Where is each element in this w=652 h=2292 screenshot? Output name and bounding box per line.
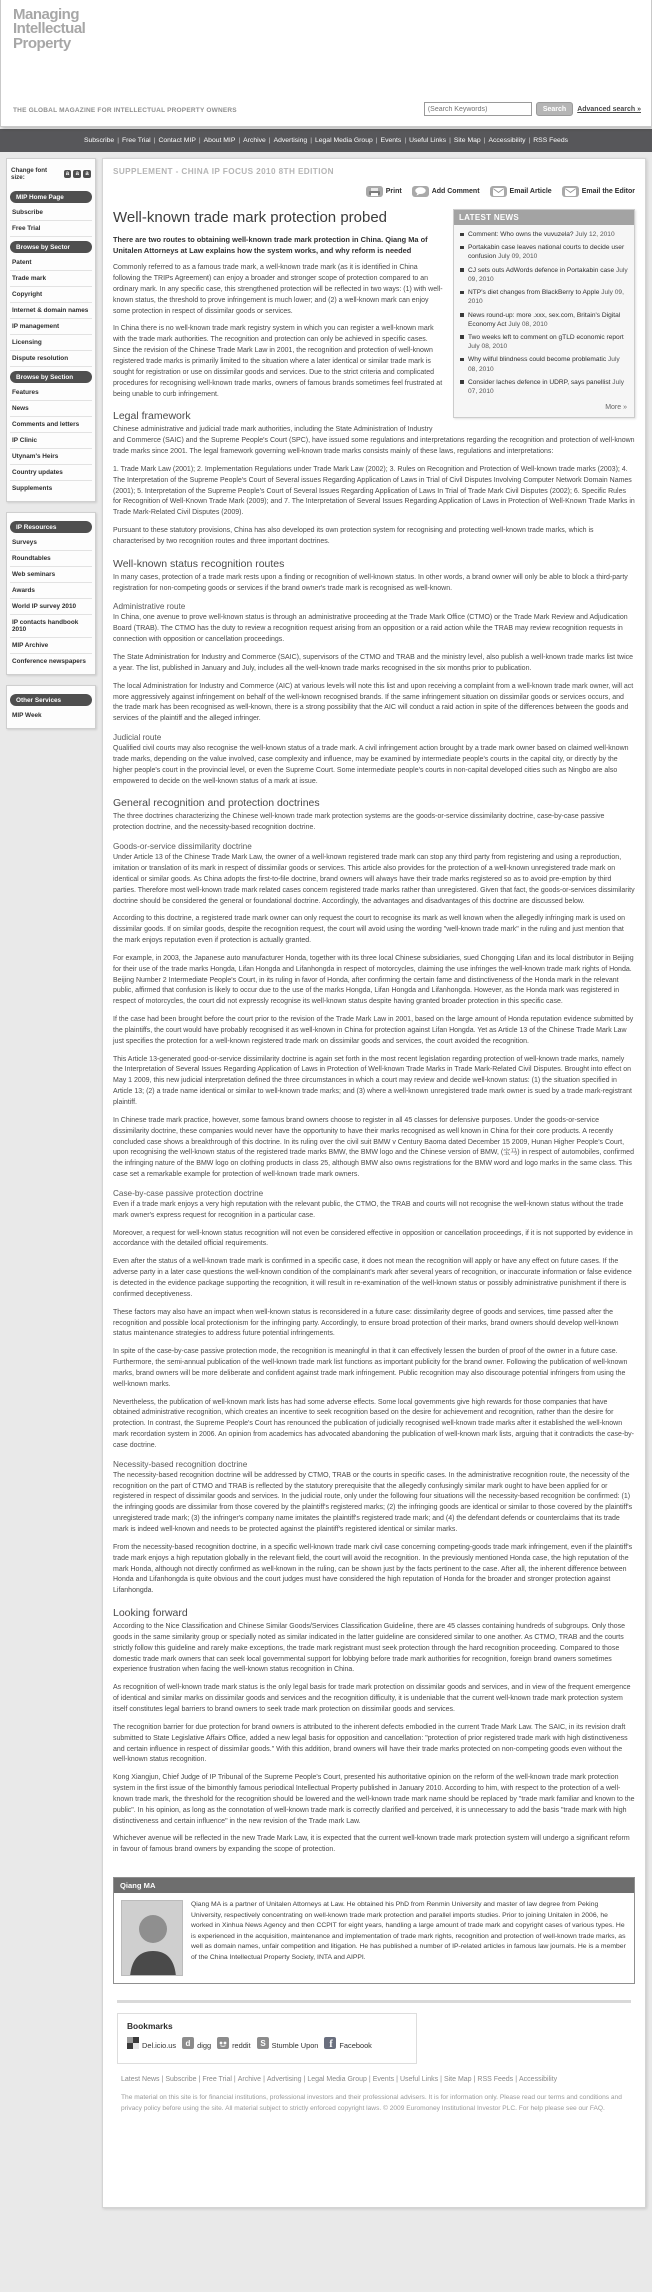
news-item[interactable]: Comment: Who owns the vuvuzela? July 12, 2010	[460, 230, 628, 239]
search-area	[424, 102, 641, 116]
mip-logo: Managing Intellectual Property	[13, 6, 86, 52]
latest-news-title: LATEST NEWS	[454, 210, 634, 225]
bookmark-label: reddit	[232, 2040, 251, 2050]
author-box	[113, 1877, 635, 1984]
sidebar-box	[6, 158, 96, 502]
news-item[interactable]: Consider laches defence in UDRP, says panellist July 07, 2010	[460, 378, 628, 396]
divider	[117, 2000, 631, 2003]
sidebar-group-other-services[interactable]: Other Services	[10, 694, 92, 706]
footer-separator: |	[198, 2076, 201, 2084]
news-item[interactable]: Two weeks left to comment on gTLD economic report July 08, 2010	[460, 333, 628, 351]
toolbar-label: Email Article	[509, 188, 552, 195]
footer-link-archive[interactable]: Archive	[237, 2076, 262, 2084]
article	[113, 209, 635, 1984]
navbar-link-site-map[interactable]: Site Map	[453, 137, 481, 144]
footer-link-site-map[interactable]: Site Map	[443, 2076, 472, 2084]
bookmark-digg[interactable]	[182, 2036, 211, 2054]
search-button[interactable]: Search	[536, 102, 573, 116]
navbar-link-rss-feeds[interactable]: RSS Feeds	[533, 137, 569, 144]
article-standfirst: There are two routes to obtaining well-known trade mark protection in China. Qiang Ma of Unitalen Attorneys at Law explains how the system works, and why reform is needed	[113, 235, 428, 256]
article-paragraph: According to this doctrine, a registered trade mark owner can only request the court to recognise its mark as well known when the allegedly infringing mark is used on dissimilar goods. If on similar goods, despite the recognition request, the court will avoid using the wording "well-known trade mark" in the ruling and just mention that the mark enjoys reputation even if protection is actually granted.	[113, 915, 626, 945]
bookmark-label: Facebook	[339, 2040, 372, 2050]
article-paragraph: For example, in 2003, the Japanese auto manufacturer Honda, together with its three local Chinese subsidiaries, sued Chongqing Lifan and its local distributor in Beijing for their use of the trade marks Hongda, Lifan Hongda and Lifanhongda in respect of motorcycles, claiming the use infringes the well-known trade mark rights of Honda. Beijing Number 2 Intermediate People's Court, in its ruling in favor of Honda, after confirming the certain fame and distinctiveness of the Honda mark in the relevant public, affirmed that confusion is likely to occur due to the use of the marks Hongda, Lifan Hongda and Lifanhongda. However, as the Honda mark was registered in respect of motorcycles, the court did not expressly recognise its well-known status despite having granted broader protection in this specific case.	[113, 954, 634, 1006]
footer-separator: |	[368, 2076, 371, 2084]
navbar-link-about-mip[interactable]: About MIP	[203, 137, 236, 144]
supplement-heading: SUPPLEMENT - CHINA IP FOCUS 2010 8TH EDITION	[113, 167, 334, 176]
article-paragraph: Kong Xiangjun, Chief Judge of IP Tribunal of the Supreme People's Court, presented his authoritative opinion on the reform of the well-known trade mark protection system in the first issue of the bimonthly famous periodical Intellectual Property published in January 2010. According to him, with respect to the protection of a well-known trade mark, the threshold for the recognition should be lowered and the well-known trade mark name should be replaced by "trade mark familiar and known to the public". In his opinion, as long as the connotation of well-known trade mark is correctly clarified and perceived, it is unnecessary to add the basis "trade mark with high distinctiveness and certain influence" in the new revision of the Trade mark Law.	[113, 1774, 635, 1825]
sidebar-item-ip-management[interactable]: IP management	[10, 319, 92, 335]
navbar-link-events[interactable]: Events	[380, 137, 402, 144]
section-heading: Well-known status recognition routes	[113, 557, 285, 570]
article-paragraph: Chinese administrative and judicial trade mark authorities, including the State Administration of Industry and Commerce (SAIC) and the Supreme People's Court (SPC), have issued some regulations and interpretations regarding the recognition and protection of well-known trade marks since 2001. The legal framework governing well-known trade marks consists mainly of these laws, regulations and interpretations:	[113, 426, 635, 456]
article-paragraph: Qualified civil courts may also recognise the well-known status of a trade mark. A civil infringement action brought by a trade mark owner based on claimed well-known trade marks, depending on the value involved, case complexity and influence, may be examined by intermediate people's courts in the capital city, or directly by the higher people's court in the provincial level, or even the Supreme Court. Some intermediate people's courts in non-capital developed cities such as Ningbo are also empowered to decide on the well-known status of a mark at issue.	[113, 745, 629, 785]
sidebar-item-features[interactable]: Features	[10, 385, 92, 401]
article-paragraph: Pursuant to these statutory provisions, China has also developed its own protection system for recognising and protecting well-known trade marks, which is characterised by two recognition routes and three important doctrines.	[113, 527, 594, 545]
latest-news-list	[454, 225, 634, 402]
section-heading: Looking forward	[113, 1607, 188, 1620]
bookmark-label: Stumble Upon	[271, 2040, 319, 2050]
article-paragraph: In China, one avenue to prove well-known status is through an administrative proceeding at the Trade Mark Office (CTMO) or the Trade Mark Review and Adjudication Board (TRAB). The CTMO has the duty to review a recognition request arising from an opposition or a raid action while the TRAB may review recognition requests in connection with opposition or cancellation proceedings.	[113, 614, 628, 644]
sidebar-item-roundtables[interactable]: Roundtables	[10, 551, 92, 567]
font-size-button-2[interactable]: a	[73, 170, 81, 178]
sidebar	[6, 158, 96, 739]
navbar-separator: |	[404, 137, 407, 144]
news-item-date: July 08, 2010	[468, 343, 508, 351]
article-paragraph: 1. Trade Mark Law (2001); 2. Implementation Regulations under Trade Mark Law (2002); 3. Rules on Recognition and Protection of Well-known trade marks (2003); 4. The Interpretation of the Supreme People's Court of Several issues Regarding Application of Laws in Trial of Civil Disputes Involving Computer Network Domain Names (2001); 5. Interpretation of the Supreme People's Court of Several Issues Regarding Application of Laws In Trial of Trade Mark Civil Disputes (2002); 6. Specific Rules for Recognition of Well-Known Trade Mark (2009); and 7. The Interpretation of Several Issues Regarding Application of Laws in Protection of Well-Known Trade Marks in Trade Mark-Related Civil Disputes (2009).	[113, 465, 635, 517]
bookmark-stumble-upon[interactable]	[257, 2036, 319, 2054]
news-item[interactable]: CJ sets outs AdWords defence in Portakabin case July 09, 2010	[460, 266, 628, 284]
footer-separator: |	[515, 2076, 518, 2084]
footer-link-accessibility[interactable]: Accessibility	[519, 2076, 558, 2084]
page-footer	[113, 2064, 635, 2122]
article-paragraph: In spite of the case-by-case passive protection mode, the recognition is meaningful in that it can effectively lessen the burden of proof of the owner in a future case. Furthermore, the semi-annual publication of the well-known trade mark list functions as important publicity for the brand owner. Following the publication of well-known marks, brand owners will be more deliberate and confident against trade mark infringement. Public recognition may also discourage potential infringers from using the well-known marks.	[113, 1348, 628, 1388]
navbar-separator: |	[153, 137, 156, 144]
article-body	[113, 263, 635, 1856]
author-name: Qiang MA	[114, 1878, 634, 1893]
news-item-date: July 09, 2010	[468, 289, 624, 306]
section-heading: Case-by-case passive protection doctrine	[113, 1188, 264, 1198]
article-paragraph: As recognition of well-known trade mark status is the only legal basis for trade mark protection on dissimilar goods and services, and in view of the frequent emergence of identical and similar marks on dissimilar goods and services and the recognition difficulty, it is undeniable that the current well-known trade mark protection system itself constitutes legal barriers to brand owners to seek trade mark protection on dissimilar goods and services.	[113, 1684, 631, 1713]
sidebar-item-free-trial[interactable]: Free Trial	[10, 221, 92, 237]
footer-disclaimer: The material on this site is for financial institutions, professional investors and their professional advisers. It is for information only. Please read our terms and conditions and privacy policy before using the site. All material subject to strictly enforced copyright laws. © 2009 Euromoney Institutional Investor PLC. For help please see our FAQ.	[121, 2094, 622, 2112]
footer-link-advertising[interactable]: Advertising	[266, 2076, 302, 2084]
navbar-separator: |	[198, 137, 201, 144]
footer-separator: |	[303, 2076, 306, 2084]
navbar-link-archive[interactable]: Archive	[243, 137, 266, 144]
article-paragraph: This Article 13-generated good-or-service dissimilarity doctrine is again set forth in the most recent legislation regarding protection of well-known trade marks, namely the Interpretation of Several Issues Regarding Application of Laws in Protection of Well-known Trade Marks in Trade Mark-Related Civil Disputes. Brought into effect on May 1 2009, this new judicial interpretation defined the three circumstances in which a court may review and decide well-known status: (1) the situation specified in Article 13; (2) a trade name identical or similar to well-known trade marks; and (3) where a well-known unregistered trade mark owner is sued by a trade mark-registrant plaintiff.	[113, 1055, 632, 1106]
footer-link-latest-news[interactable]: Latest News	[121, 2076, 160, 2084]
footer-link-free-trial[interactable]: Free Trial	[202, 2076, 232, 2084]
footer-separator: |	[263, 2076, 265, 2084]
navbar-link-advertising[interactable]: Advertising	[273, 137, 308, 144]
footer-link-events[interactable]: Events	[372, 2076, 395, 2084]
article-paragraph: The local Administration for Industry and Commerce (AIC) at various levels will note this list and upon receiving a complaint from a well-known trade mark owner, will act more aggressively against infringement on behalf of the well-known recognised brands. If the same infringement situation on dissimilar goods or services occurs, and the trade mark has been recognised as well-known, there is a strong possibility that the AIC will conduct a raid action in spite of the differences between the goods and services of the plaintiff and the alleged infringer.	[113, 682, 634, 723]
email-icon	[490, 186, 507, 197]
bookmark-facebook[interactable]	[324, 2036, 371, 2054]
top-navbar	[0, 129, 652, 152]
article-paragraph: From the necessity-based recognition doctrine, in a specific well-known trade mark civil case concerning competing-goods trade mark infringement, even if the plaintiff's trade mark enjoys a high reputation globally in the relevant field, the court will avoid the recognition. In the previously mentioned Honda case, the high reputation of the mark Honda, although not directly confirmed as well-known in the ruling, can be shown just by the facts pertinent to the case. After all, the inherent difference between Honda and Lifanhongda is quite obvious and the court judges must have considered the high reputation of Honda for the broader and stronger protection against Lifanhongda.	[113, 1543, 633, 1595]
section-heading: General recognition and protection doctrines	[113, 797, 320, 810]
navbar-link-free-trial[interactable]: Free Trial	[121, 137, 151, 144]
news-item-date: July 09, 2010	[468, 266, 628, 283]
bookmark-reddit[interactable]	[217, 2036, 251, 2054]
news-item-date: July 09, 2010	[498, 253, 538, 261]
stumbleupon-icon	[257, 2036, 269, 2054]
sidebar-item-surveys[interactable]: Surveys	[10, 535, 92, 551]
sidebar-item-ip-contacts-handbook-2010[interactable]: IP contacts handbook 2010	[10, 615, 92, 638]
sidebar-item-utynam-s-heirs[interactable]: Utynam's Heirs	[10, 449, 92, 465]
section-heading: Goods-or-service dissimilarity doctrine	[113, 842, 252, 852]
news-item[interactable]: Why wilful blindness could become problematic July 08, 2010	[460, 355, 628, 373]
bookmark-label: Del.icio.us	[142, 2040, 177, 2050]
sidebar-box	[6, 685, 96, 729]
bookmarks-row	[127, 2036, 407, 2054]
svg-text:f: f	[329, 2039, 334, 2050]
footer-separator: |	[473, 2076, 476, 2084]
font-size-button-3[interactable]: a	[83, 170, 91, 178]
article-paragraph: Under Article 13 of the Chinese Trade Mark Law, the owner of a well-known registered trade mark can stop any third party from registering and using a reproduction, imitation or translation of its mark in respect of dissimilar goods or services. This article also provides for the protection of a well-known unregistered trade mark on identical or similar goods. As China adopts the first-to-file doctrine, brand owners will always have their trade marks registered so as to avoid pre-emption by third parties. Therefore most well-known trade mark related cases concern registered trade marks rather than unregistered. Given that fact, the goods-or-services dissimilarity doctrine should be considered the general or foundational doctrine. Accordingly, the advantages and disadvantages of this doctrine are discussed below.	[113, 854, 635, 905]
sidebar-item-supplements[interactable]: Supplements	[12, 485, 53, 492]
sidebar-item-dispute-resolution[interactable]: Dispute resolution	[10, 351, 92, 367]
footer-link-subscribe[interactable]: Subscribe	[165, 2076, 197, 2084]
sidebar-item-conference-newspapers[interactable]: Conference newspapers	[12, 658, 86, 665]
news-item[interactable]: News round-up: more .xxx, sex.com, Britain's Digital Economy Act July 08, 2010	[460, 311, 628, 329]
sidebar-item-licensing[interactable]: Licensing	[10, 335, 92, 351]
section-heading: Legal framework	[113, 410, 191, 423]
latest-news-box	[453, 209, 635, 418]
sidebar-item-mip-archive[interactable]: MIP Archive	[10, 638, 92, 654]
navbar-separator: |	[449, 137, 451, 144]
footer-separator: |	[440, 2076, 442, 2084]
footer-links	[121, 2076, 627, 2083]
font-size-control	[10, 163, 92, 187]
sidebar-item-awards[interactable]: Awards	[10, 583, 92, 599]
article-paragraph: Whichever avenue will be reflected in the new Trade Mark Law, it is expected that the current well-known trade mark protection system will undergo a significant reform in favour of famous brand owners by expanding the scope of protection.	[113, 1835, 630, 1854]
svg-text:S: S	[259, 2039, 266, 2049]
article-paragraph: In many cases, protection of a trade mark rests upon a finding or recognition of well-known status. In other words, a brand owner will only be able to block a third-party registration for non-competing goods or services if the brand owner's trade mark is recognised as well-known.	[113, 573, 628, 592]
navbar-link-accessibility[interactable]: Accessibility	[488, 137, 526, 144]
print-icon	[366, 186, 383, 197]
news-item[interactable]: Portakabin case leaves national courts to decide user confusion July 09, 2010	[460, 243, 628, 261]
navbar-separator: |	[375, 137, 378, 144]
article-paragraph: If the case had been brought before the court prior to the revision of the Trade Mark Law in 2001, based on the large amount of Honda reputation evidence submitted by the plaintiffs, the court would have probably recognised it as well-known in China for protection against Lifan Hongda. Yet as Article 13 of the Chinese Trade Mark Law just specifies the protection for a well-known registered trade mark on dissimilar goods and services, the court avoided the recognition.	[113, 1016, 634, 1045]
content-area	[0, 152, 652, 2208]
navbar-separator: |	[310, 137, 312, 144]
news-item-date: July 07, 2010	[468, 378, 625, 396]
article-paragraph: The three doctrines characterizing the Chinese well-known trade mark protection systems are the goods-or-service dissimilarity doctrine, case-by-case passive protection doctrine, and the necessity-based recognition doctrine.	[113, 813, 605, 832]
author-bio: Qiang MA is a partner of Unitalen Attorneys at Law. He obtained his PhD from Renmin University and master of law degree from Peking University, respectively concentrating on well-known trade mark protection and parallel imports studies. Prior to joining Unitalen in 2006, he worked in Xinhua News Agency and then CCPIT for eight years, handling a large amount of trade mark and copyright cases of various types. He is experienced in the acquisition, maintenance and implementation of trade mark rights, recognition and protection of well-known trade marks, as well as domain names, unfair competition and litigation. He has published a number of IP-related articles in famous law journals. He is a member of the China Intellectual Property Society, INTA and AIPPI.	[191, 1901, 626, 1961]
footer-link-legal-media-group[interactable]: Legal Media Group	[307, 2076, 367, 2084]
email-icon	[562, 186, 579, 197]
font-size-label: Change font size:	[11, 167, 48, 181]
toolbar-email-the-editor[interactable]	[562, 186, 635, 197]
toolbar-add-comment[interactable]	[412, 186, 480, 197]
footer-link-useful-links[interactable]: Useful Links	[399, 2076, 439, 2084]
navbar-link-useful-links[interactable]: Useful Links	[409, 137, 447, 144]
toolbar-label: Email the Editor	[581, 188, 635, 195]
navbar-separator: |	[268, 137, 271, 144]
sidebar-item-internet-domain-names[interactable]: Internet & domain names	[10, 303, 92, 319]
sidebar-item-country-updates[interactable]: Country updates	[10, 465, 92, 481]
main-column	[102, 158, 646, 2208]
facebook-icon	[324, 2036, 336, 2054]
advanced-search-link[interactable]: Advanced search »	[577, 105, 641, 113]
footer-separator: |	[396, 2076, 398, 2084]
article-paragraph: Even after the status of a well-known trade mark is confirmed in a specific case, it does not mean the recognition will apply or have any effect on future cases. If the adverse party in a later case questions the well-known condition of the complainant's mark after several years of recognition, or inaccurate information or false evidence is detected in the evidence package supporting the recognition, it will result in re-examination of the well-known status or possibly administrative punishment if there is confirmed deceptiveness.	[113, 1258, 632, 1298]
article-paragraph: These factors may also have an impact when well-known status is reconsidered in a future case: dissimilarity degree of goods and services, time passed after the recognition and possible local protectionism for the infringing party. Accordingly, to ensure broad protection of their marks, brand owners should develop well-known status maintenance strategies to address future potential infringements.	[113, 1308, 619, 1338]
sidebar-item-web-seminars[interactable]: Web seminars	[10, 567, 92, 583]
sidebar-item-subscribe[interactable]: Subscribe	[10, 205, 92, 221]
svg-text:d: d	[185, 2039, 191, 2049]
bookmark-label: digg	[197, 2040, 212, 2050]
sidebar-item-ip-clinic[interactable]: IP Clinic	[10, 433, 92, 449]
author-photo	[121, 1900, 183, 1976]
news-item[interactable]: NTP's diet changes from BlackBerry to Apple July 09, 2010	[460, 288, 628, 306]
bookmarks-box	[117, 2013, 417, 2064]
footer-link-rss-feeds[interactable]: RSS Feeds	[477, 2076, 514, 2084]
navbar-separator: |	[528, 137, 531, 144]
font-size-button-1[interactable]: a	[64, 170, 72, 178]
news-item-date: July 08, 2010	[508, 320, 548, 328]
article-paragraph: According to the Nice Classification and Chinese Similar Goods/Services Classification Guideline, there are 45 classes containing hundreds of subgroups. Only those goods in the same similarity group or specially noted as similar indicated in the latter guideline are considered similar to one another. As CTMO, TRAB and the courts strictly follow this guideline and rarely make exceptions, the trade mark registrant must seek protection through the hard recognition proceeding. Compared to those domestic trade mark owners that can seek local governmental support for lobbying before trade mark authorities for recognition, foreign brand owners sometimes experience frustration when facing the well-known status recognition in China.	[113, 1623, 626, 1674]
sidebar-group-ip-resources[interactable]: IP Resources	[10, 521, 92, 533]
sidebar-item-mip-week[interactable]: MIP Week	[12, 712, 42, 719]
article-paragraph: Commonly referred to as a famous trade mark, a well-known trade mark (as it is identified in China following the TRIPs Agreement) can enjoy a broader and stronger scope of protection compared to an ordinary mark. In any specific case, this strengthened protection will be reflected in two ways: (1) with well-known status, the threshold to prove infringement is much lower; and (2) a well-known mark can enjoy some protection in respect of dissimilar goods or services.	[113, 264, 443, 315]
section-heading: Necessity-based recognition doctrine	[113, 1459, 248, 1469]
navbar-link-contact-mip[interactable]: Contact MIP	[158, 137, 196, 144]
reddit-icon	[217, 2036, 229, 2054]
sidebar-item-news[interactable]: News	[10, 401, 92, 417]
sidebar-item-world-ip-survey-2010[interactable]: World IP survey 2010	[10, 599, 92, 615]
article-paragraph: Even if a trade mark enjoys a very high reputation with the relevant public, the CTMO, the TRAB and courts will not recognise the well-known status without the trade mark owner's express request for recognition in a particular case.	[113, 1200, 624, 1219]
toolbar-label: Print	[385, 188, 402, 195]
magazine-tagline: THE GLOBAL MAGAZINE FOR INTELLECTUAL PROPERTY OWNERS	[13, 107, 237, 114]
toolbar-print[interactable]	[366, 186, 402, 197]
navbar-link-subscribe[interactable]: Subscribe	[83, 137, 115, 144]
article-paragraph: Nevertheless, the publication of well-known mark lists has had some adverse effects. Some local governments give high rewards for those companies that have obtained administrative recognition, which creates an incentive to seek recognition based on the desire for achievement and recognition, rather than the desire for protection. In contrast, the Supreme People's Court has renounced the publication of judicially recognised well-known trade marks after it established the well-known mark recordation system in 2006. An opinion from academics has advocated abandoning the publication of well-known mark lists, arguing that it contradicts the case-by-case doctrine.	[113, 1398, 634, 1449]
article-paragraph: In Chinese trade mark practice, however, some famous brand owners choose to register in all 45 classes for defensive purposes. Under the goods-or-service dissimilarity doctrine, these companies would never have the opportunity to have their marks recognised as well known in China for their core products. A recently concluded case shows a breakthrough of this doctrine. In its ruling over the civil suit BMW v Century Baoma dated December 15 2009, Hunan Higher People's Court, upon recognising the well-known status of the registered trade marks BMW, the BMW logo and the Chinese version of BMW, (宝马) in respect of automobiles, confirmed the infringing nature of the BMW logo on clothing products in class 25, although BMW also owns registrations for the BMW word and logo marks in the same class. This case set a remarkable example for protection of well-known trade mark owners.	[113, 1116, 634, 1179]
footer-separator: |	[233, 2076, 236, 2084]
sidebar-item-trade-mark[interactable]: Trade mark	[10, 271, 92, 287]
latest-news-more-link[interactable]: More »	[605, 404, 627, 412]
sidebar-item-copyright[interactable]: Copyright	[10, 287, 92, 303]
article-paragraph: In China there is no well-known trade mark registry system in which you can register a well-known mark with the trade mark authorities. The recognition and protection can only be achieved in specific cases. Since the revision of the Chinese Trade Mark Law in 2001, the recognition and protection of well-known registered trade marks is primarily limited to the situation where a later identical or similar trade mark is sought for registration or use on dissimilar goods and services. Due to the strict criteria and complicated procedures for recognising well-known trade marks, owners of famous brands sometimes feel frustrated at being unable to curb infringement.	[113, 325, 443, 398]
section-heading: Judicial route	[113, 733, 162, 743]
navbar-link-legal-media-group[interactable]: Legal Media Group	[314, 137, 373, 144]
article-paragraph: Moreover, a request for well-known status recognition will not even be considered effective in opposition or cancellation proceedings, if it is not supported by evidence in accordance with the detailed official requirements.	[113, 1229, 633, 1248]
toolbar-label: Add Comment	[431, 188, 480, 195]
footer-separator: |	[161, 2076, 164, 2084]
navbar-separator: |	[238, 137, 241, 144]
masthead	[0, 0, 652, 127]
news-item-date: July 12, 2010	[575, 231, 615, 238]
toolbar-email-article[interactable]	[490, 186, 552, 197]
delicious-icon	[127, 2036, 139, 2054]
search-input[interactable]	[424, 102, 532, 116]
bookmarks-title: Bookmarks	[127, 2021, 173, 2032]
bookmark-del-icio-us[interactable]	[127, 2036, 176, 2054]
navbar-separator: |	[483, 137, 486, 144]
article-toolbar	[113, 186, 635, 197]
comment-icon	[412, 186, 429, 197]
sidebar-group-browse-by-section[interactable]: Browse by Section	[10, 371, 92, 383]
article-paragraph: The recognition barrier for due protection for brand owners is attributed to the inherent defects embodied in the current Trade Mark Law. The SAIC, in its revision draft submitted to State Legislative Affairs Office, added a new legal basis for opposition and cancellation: "protection of prior registered trade mark with high distinctiveness and certain influence in respect of dissimilar goods." With this addition, brand owners will have their trade marks protected on non-competing goods even without the well-known status recognition.	[113, 1723, 628, 1764]
section-heading: Administrative route	[113, 602, 186, 612]
sidebar-box	[6, 512, 96, 675]
news-item-date: July 08, 2010	[468, 356, 620, 373]
digg-icon	[182, 2036, 194, 2054]
sidebar-item-comments-and-letters[interactable]: Comments and letters	[10, 417, 92, 433]
article-title: Well-known trade mark protection probed	[113, 209, 388, 226]
article-paragraph: The State Administration for Industry and Commerce (SAIC), supervisors of the CTMO and TRAB and the ministry level, also publish a well-known trade marks list twice a year. The list, published in January and July, includes all the well-known trade marks recognised in the six months prior to publication.	[113, 654, 634, 672]
author-portrait-placeholder	[122, 1901, 183, 1976]
article-paragraph: The necessity-based recognition doctrine will be addressed by CTMO, TRAB or the courts in specific cases. In the administrative recognition route, the necessity of the recognition on the part of CTMO and TRAB is reflected by the statutory prerequisite that the allegedly confusingly similar mark ought to have been applied for or registered in respect of dissimilar goods and services. In the judicial route, only under the following four situations will the necessity-based recognition be confirmed: (1) the infringing goods are dissimilar from those covered by the plaintiff's registered marks; (2) the infringing goods are identical or similar to those covered by the plaintiff's unregistered trade mark; (3) the infringer's company name imitates the plaintiff's registered trade mark; and (4) the defendant defends or counterclaims that its trade mark is indeed well-known and needs to be protected against the plaintiff's registered identical or similar marks.	[113, 1471, 633, 1533]
navbar-separator: |	[117, 137, 119, 144]
sidebar-group-mip-home-page[interactable]: MIP Home Page	[10, 191, 92, 203]
sidebar-item-patent[interactable]: Patent	[10, 255, 92, 271]
sidebar-group-browse-by-sector[interactable]: Browse by Sector	[10, 241, 92, 253]
